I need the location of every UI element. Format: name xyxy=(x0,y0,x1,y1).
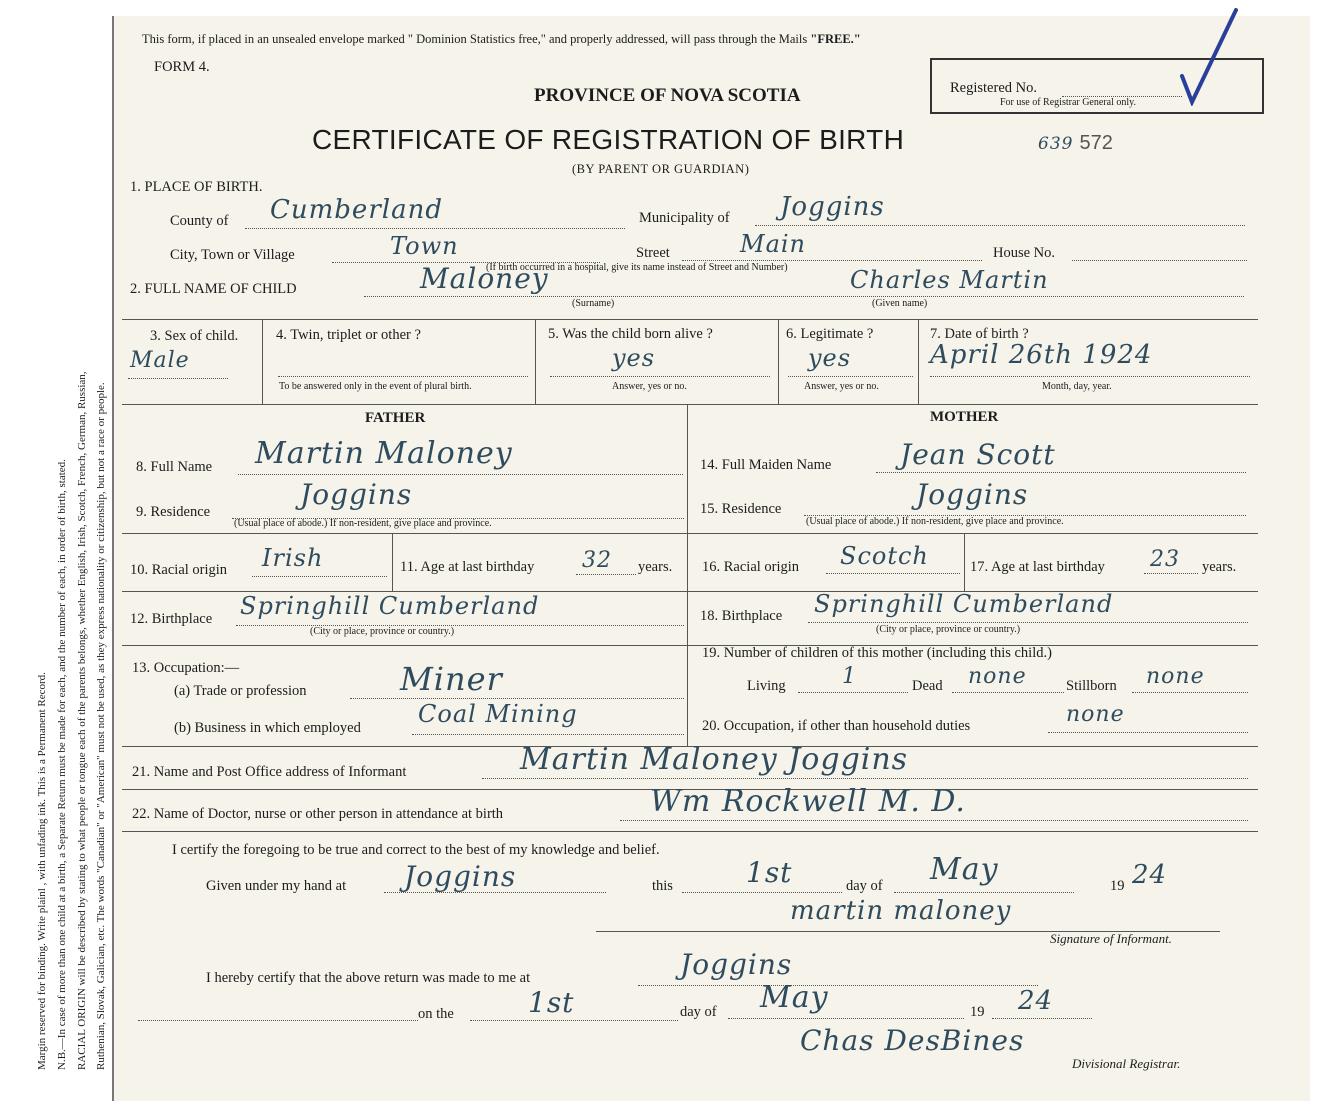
father-birthplace-note: (City or place, province or country.) xyxy=(310,626,455,637)
living-label: Living xyxy=(747,678,786,694)
city-value: Town xyxy=(390,232,459,260)
child-name-label: 2. FULL NAME OF CHILD xyxy=(130,281,297,297)
postal-note-text: This form, if placed in an unsealed envelope marked " Dominion Statistics free," and properly addressed, will pass through the Mails xyxy=(142,32,811,46)
reg-number-stamped: 572 xyxy=(1079,132,1113,154)
registered-note: For use of Registrar General only. xyxy=(1000,97,1136,108)
mother-age-value: 23 xyxy=(1150,547,1180,572)
legitimate-value: yes xyxy=(808,344,852,372)
business-value: Coal Mining xyxy=(418,700,578,728)
check-mark-icon xyxy=(1170,6,1242,106)
legitimate-note: Answer, yes or no. xyxy=(804,381,879,392)
given-caption: (Given name) xyxy=(872,298,928,309)
father-residence-value: Joggins xyxy=(300,478,413,511)
dead-value: none xyxy=(968,664,1027,689)
this-label: this xyxy=(652,878,673,894)
mother-birthplace-note: (City or place, province or country.) xyxy=(876,624,1021,635)
registrar-day-value: 1st xyxy=(528,986,575,1019)
registered-label: Registered No. xyxy=(950,80,1037,96)
given-day-of-label: day of xyxy=(846,878,883,894)
informant-signature: martin maloney xyxy=(790,896,1012,926)
municipality-label: Municipality of xyxy=(639,210,730,226)
registrar-month-value: May xyxy=(760,980,829,1015)
margin-line-2: N.B.—In case of more than one child at a birth, a Separate Return must be made for each, and the number of each, in order of birth, stated. xyxy=(56,459,68,1070)
mother-age-label: 17. Age at last birthday xyxy=(970,559,1105,575)
registered-number xyxy=(1038,132,1113,155)
given-month-value: May xyxy=(930,852,999,887)
mother-racial-label: 16. Racial origin xyxy=(702,559,800,575)
place-of-birth-label: 1. PLACE OF BIRTH. xyxy=(130,179,263,195)
father-age-label: 11. Age at last birthday xyxy=(400,559,535,575)
child-surname-value: Maloney xyxy=(420,262,549,295)
registrar-day-of-label: day of xyxy=(680,1004,717,1020)
trade-value: Miner xyxy=(400,660,503,698)
postal-note xyxy=(142,32,861,47)
living-value: 1 xyxy=(842,664,857,689)
registrar-place-value: Joggins xyxy=(680,948,793,981)
dob-value: April 26th 1924 xyxy=(930,340,1153,370)
mother-years-label: years. xyxy=(1202,559,1237,575)
father-racial-label: 10. Racial origin xyxy=(130,562,228,578)
margin-line-3: RACIAL ORIGIN will be described by stating to what people or tongue each of the parents belongs, whether English, Irish, Scotch, French, German, Russian, xyxy=(76,371,88,1070)
county-label: County of xyxy=(170,213,229,229)
father-occupation-label: 13. Occupation:— xyxy=(132,660,240,676)
postal-note-free: "FREE." xyxy=(810,32,861,46)
mother-birthplace-label: 18. Birthplace xyxy=(700,608,783,624)
mother-residence-value: Joggins xyxy=(916,478,1029,511)
father-name-value: Martin Maloney xyxy=(255,436,513,471)
form-number: FORM 4. xyxy=(154,59,210,75)
father-racial-value: Irish xyxy=(262,544,324,572)
mother-occupation-value: none xyxy=(1066,702,1125,727)
father-birthplace-label: 12. Birthplace xyxy=(130,611,213,627)
father-heading: FATHER xyxy=(365,410,426,426)
mother-heading: MOTHER xyxy=(930,409,999,425)
alive-note: Answer, yes or no. xyxy=(612,381,687,392)
child-given-value: Charles Martin xyxy=(850,266,1049,294)
mother-birthplace-value: Springhill Cumberland xyxy=(814,590,1114,618)
on-the-label: on the xyxy=(418,1006,454,1022)
registrar-year-value: 24 xyxy=(1018,986,1054,1016)
given-day-value: 1st xyxy=(746,856,793,889)
given-label: Given under my hand at xyxy=(206,878,347,894)
given-year-value: 24 xyxy=(1132,860,1168,890)
surname-caption: (Surname) xyxy=(572,298,615,309)
mother-residence-note: (Usual place of abode.) If non-resident, give place and province. xyxy=(806,516,1064,527)
alive-value: yes xyxy=(612,344,656,372)
city-label: City, Town or Village xyxy=(170,247,295,263)
street-value: Main xyxy=(740,230,807,258)
registrar-year-prefix: 19 xyxy=(970,1004,985,1020)
sex-value: Male xyxy=(130,348,190,373)
stillborn-value: none xyxy=(1146,664,1205,689)
registrar-signature: Chas DesBines xyxy=(800,1024,1025,1057)
mother-name-value: Jean Scott xyxy=(900,438,1056,471)
father-age-value: 32 xyxy=(582,548,612,573)
sex-label: 3. Sex of child. xyxy=(150,328,239,344)
alive-label: 5. Was the child born alive ? xyxy=(548,326,713,342)
page-subtitle: (BY PARENT OR GUARDIAN) xyxy=(572,162,750,176)
father-name-label: 8. Full Name xyxy=(136,459,213,475)
mother-occupation-label: 20. Occupation, if other than household duties xyxy=(702,718,971,734)
informant-value: Martin Maloney Joggins xyxy=(520,742,909,777)
county-value: Cumberland xyxy=(270,195,443,225)
mother-name-label: 14. Full Maiden Name xyxy=(700,457,832,473)
informant-signature-caption: Signature of Informant. xyxy=(1050,931,1172,946)
certify-statement: I certify the foregoing to be true and correct to the best of my knowledge and belief. xyxy=(172,842,660,858)
doctor-value: Wm Rockwell M. D. xyxy=(650,784,966,819)
dob-note: Month, day, year. xyxy=(1042,381,1112,392)
page-title: CERTIFICATE OF REGISTRATION OF BIRTH xyxy=(312,124,905,155)
father-years-label: years. xyxy=(638,559,673,575)
dob-label: 7. Date of birth ? xyxy=(930,326,1029,342)
registrar-statement: I hereby certify that the above return was made to me at xyxy=(206,970,531,986)
trade-label: (a) Trade or profession xyxy=(174,683,307,699)
twin-note: To be answered only in the event of plural birth. xyxy=(279,381,472,392)
binding-margin xyxy=(0,0,112,1107)
reg-number-handwritten: 639 xyxy=(1038,134,1074,154)
given-year-prefix: 19 xyxy=(1110,878,1125,894)
doctor-label: 22. Name of Doctor, nurse or other person in attendance at birth xyxy=(132,806,504,822)
informant-label: 21. Name and Post Office address of Informant xyxy=(132,764,407,780)
father-residence-note: (Usual place of abode.) If non-resident, give place and province. xyxy=(234,518,492,529)
father-residence-label: 9. Residence xyxy=(136,504,211,520)
margin-line-1: Margin reserved for binding. Write plainl , with unfading ink. This is a Permanent Record. xyxy=(36,672,48,1070)
mother-residence-label: 15. Residence xyxy=(700,501,782,517)
margin-line-4: Ruthenian, Slovak, Galician, etc. The words "Canadian" or "American" must not be used, as they express nationality or citizenship, but not a race or people. xyxy=(95,382,107,1070)
registrar-signature-caption: Divisional Registrar. xyxy=(1072,1056,1181,1071)
municipality-value: Joggins xyxy=(780,192,885,222)
house-label: House No. xyxy=(993,245,1056,261)
father-birthplace-value: Springhill Cumberland xyxy=(240,592,540,620)
province-heading: PROVINCE OF NOVA SCOTIA xyxy=(534,85,801,106)
twin-label: 4. Twin, triplet or other ? xyxy=(276,327,421,343)
legitimate-label: 6. Legitimate ? xyxy=(786,326,874,342)
mother-children-label: 19. Number of children of this mother (including this child.) xyxy=(702,645,1052,661)
business-label: (b) Business in which employed xyxy=(174,720,361,736)
given-place-value: Joggins xyxy=(404,860,517,893)
stillborn-label: Stillborn xyxy=(1066,678,1117,694)
street-label: Street xyxy=(636,245,670,261)
mother-racial-value: Scotch xyxy=(840,542,929,570)
dead-label: Dead xyxy=(912,678,943,694)
hospital-note: (If birth occurred in a hospital, give its name instead of Street and Number) xyxy=(486,262,788,273)
